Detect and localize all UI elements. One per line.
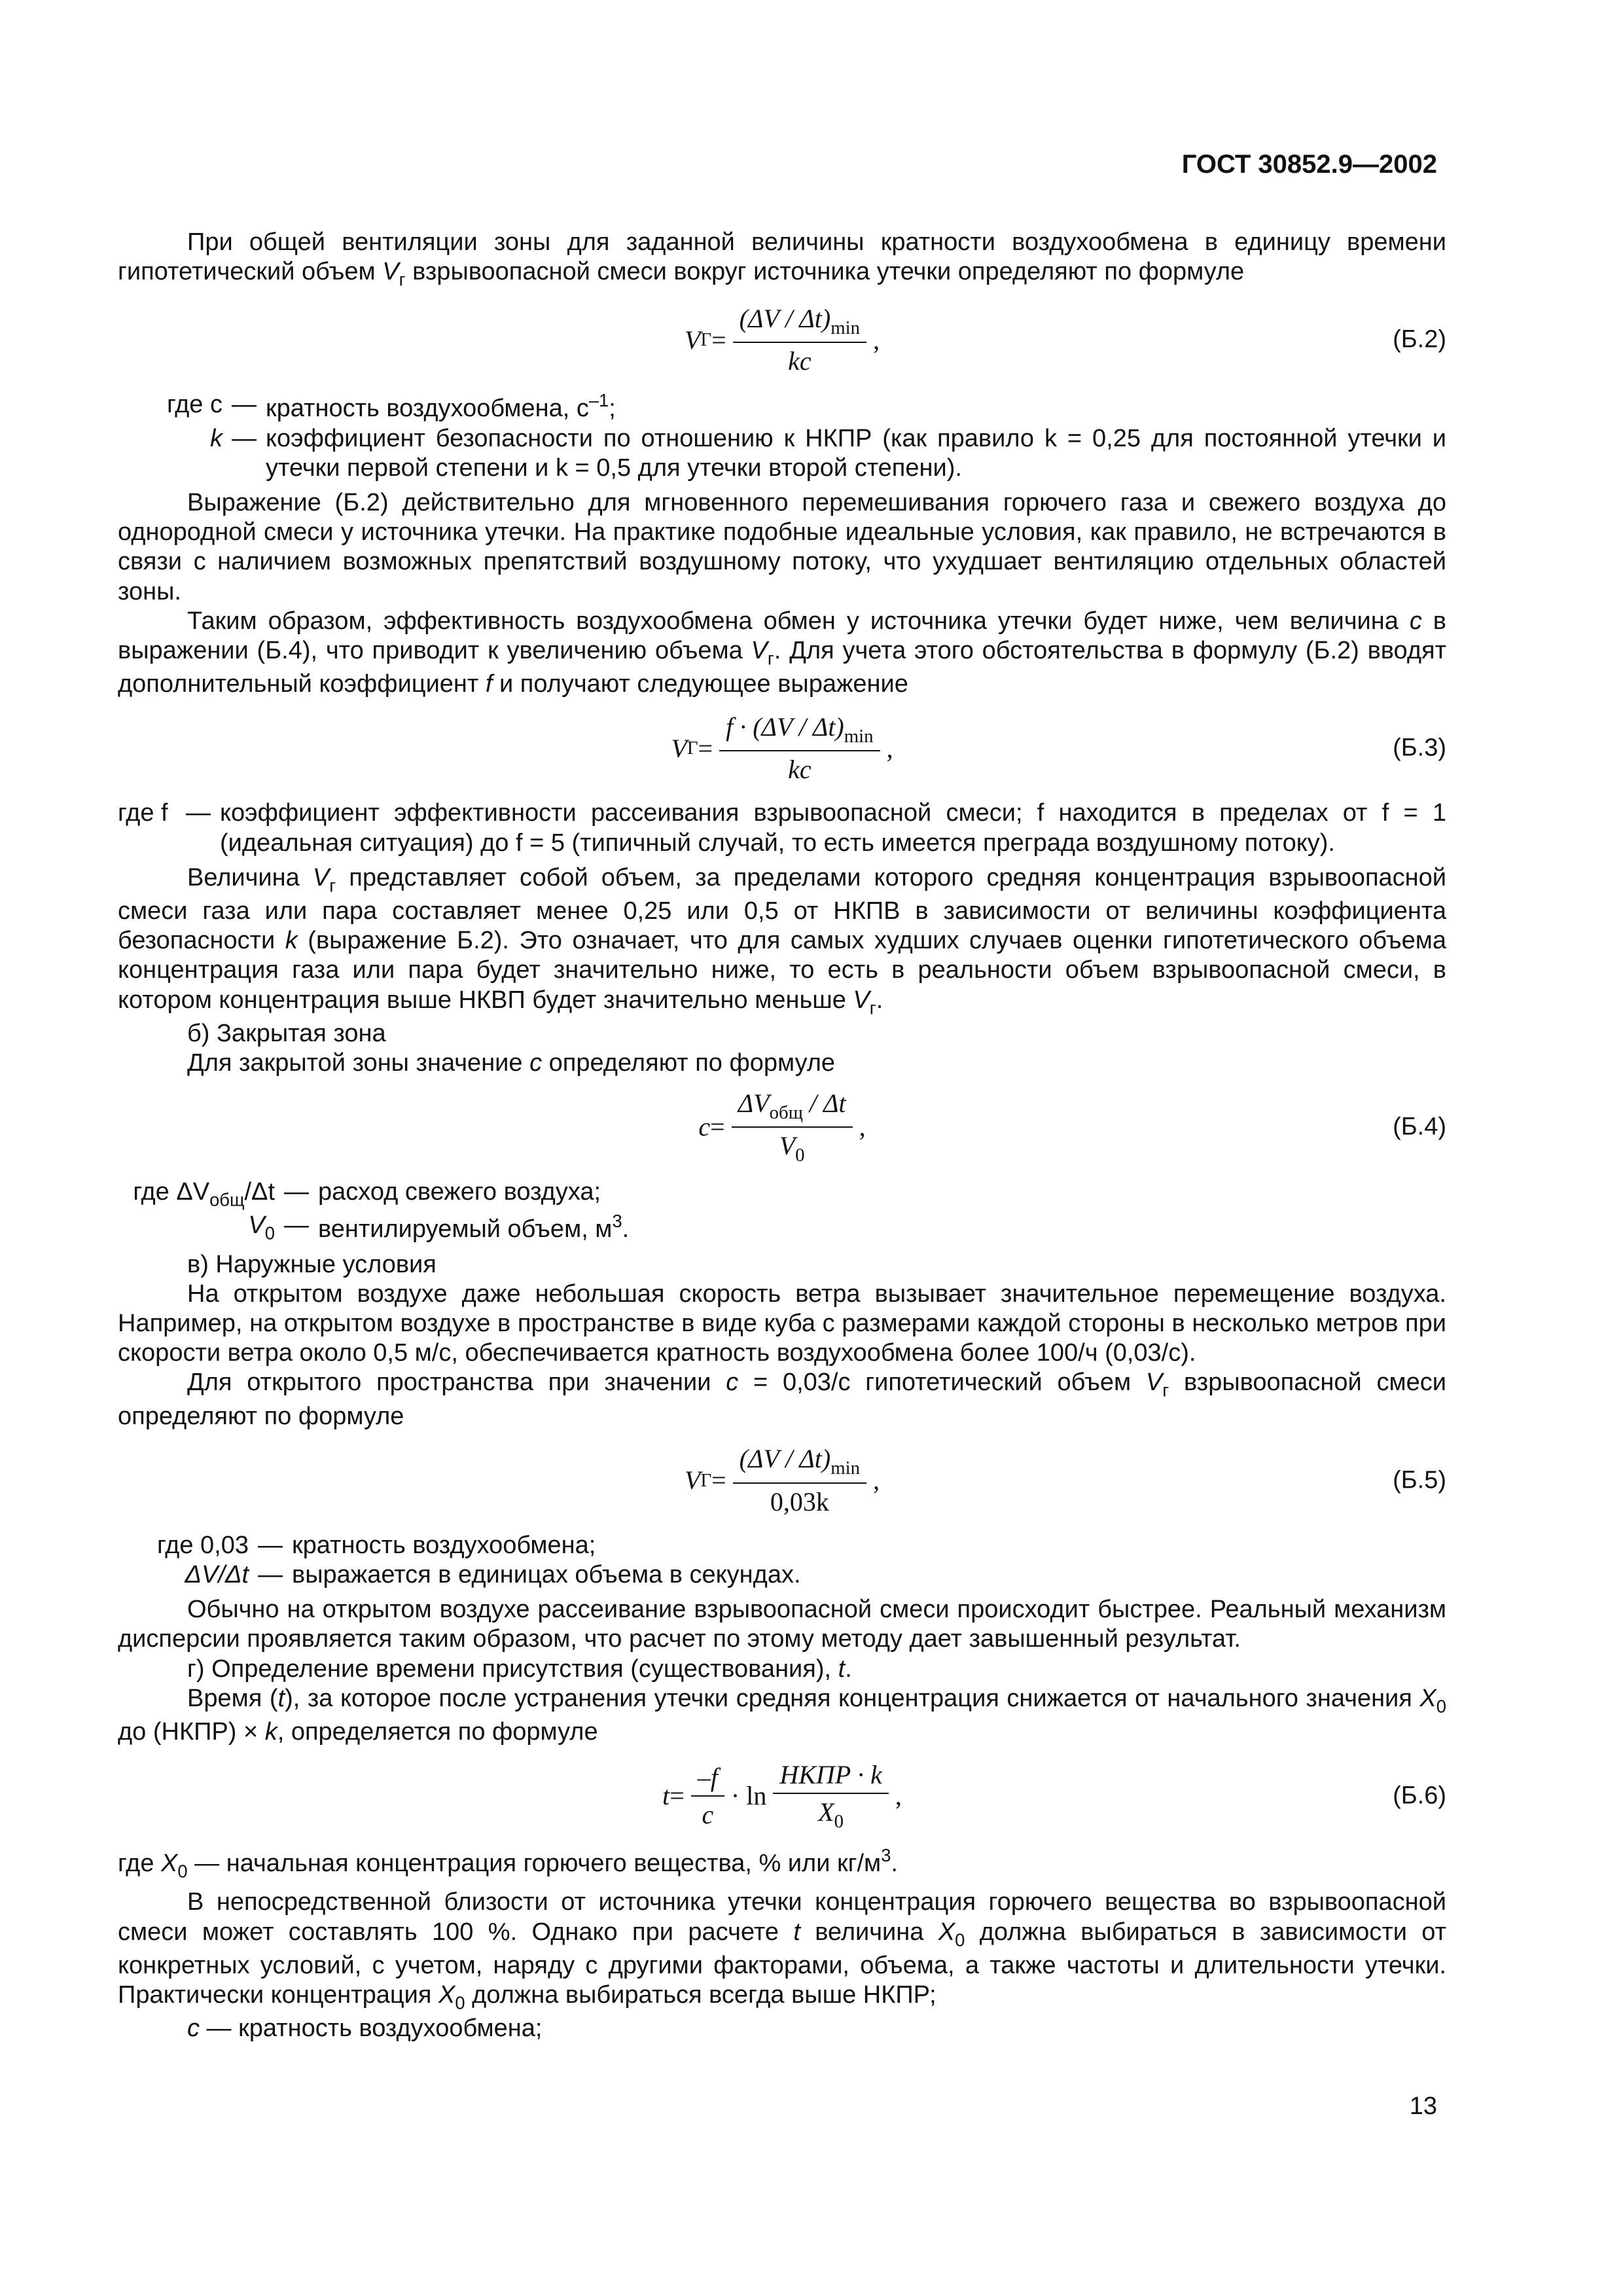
formula-b2: V Г = $\frac{(\Delta V / \Delta t)_{min}}{kc}$ , (Б.2) <box>685 303 1446 376</box>
definition-item: ΔV/Δt — выражается в единицах объема в секундах. <box>185 1561 801 1588</box>
section-heading: б) Закрытая зона <box>187 1019 386 1047</box>
paragraph: Для закрытой зоны значение c определяют по формуле <box>187 1049 836 1077</box>
standard-header: ГОСТ 30852.9—2002 <box>1181 150 1437 179</box>
paragraph: Обычно на открытом воздухе рассеивание взрывоопасной смеси происходит быстрее. Реальный механизм дисперсии проявляется таким образом, что расчет по этому методу дает завышенный результат. <box>118 1596 1446 1653</box>
formula-number: (Б.3) <box>1393 734 1446 762</box>
definitions-b3 <box>118 798 1446 857</box>
paragraph: Выражение (Б.2) действительно для мгновенного перемешивания горючего газа и свежего воздуха до однородной смеси у источника утечки. На практике подобные идеальные условия, как правило, не встречаются в связи с наличием возможных препятствий воздушному потоку, что ухудшает вентиляцию отдельных областей зоны. <box>118 489 1446 605</box>
definition-item: где f — коэффициент эффективности рассеивания взрывоопасной смеси; f находится в пределах от f = 1 (идеальная ситуация) до f = 5 (типичный случай, то есть имеется преграда воздушному потоку). <box>118 799 1446 857</box>
definitions-b2 <box>118 390 1446 483</box>
definition-line: c — кратность воздухообмена; <box>187 2015 543 2043</box>
definition-line: где $X_0$ — начальная концентрация горючего вещества, % или $кг/м^3$. <box>118 1845 898 1882</box>
definition-item: где $\Delta V_{общ}/\Delta t$ — расход свежего воздуха; <box>133 1178 601 1210</box>
definition-item: k — коэффициент безопасности по отношению к НКПР (как правило k = 0,25 для постоянной утечки и утечки первой степени и k = 0,5 для утечки второй степени). <box>210 424 1446 482</box>
formula-b6: t = $\frac{-f}{c}$ · ln $\frac{\text{НКПР · k}}{X_0}$ , (Б.6) <box>662 1759 1446 1833</box>
formula-number: (Б.4) <box>1393 1113 1446 1141</box>
definition-item: где 0,03 — кратность воздухообмена; <box>157 1531 596 1559</box>
paragraph: Величина $V_г$ представляет собой объем, за пределами которого средняя концентрация взрывоопасной смеси газа или пара составляет менее 0,25 или 0,5 от НКПВ в зависимости от величины коэффициента безопасности k (выражение Б.2). Это означает, что для самых худших случаев оценки гипотетического объема концентрация газа или пара будет значительно ниже, то есть в реальности объем взрывоопасной смеси, в котором концентрация выше НКВП будет значительно меньше $V_г$. <box>118 863 1447 1018</box>
formula-number: (Б.2) <box>1393 325 1446 353</box>
formula-b3: V Г = $\frac{f \cdot (\Delta V / \Delta t)_{min}}{kc}$ , (Б.3) <box>671 711 1446 785</box>
paragraph: При общей вентиляции зоны для заданной величины кратности воздухообмена в единицу времени гипотетический объем $V_г$ взрывоопасной смеси вокруг источника утечки определяют по формуле <box>118 228 1446 290</box>
formula-number: (Б.5) <box>1393 1466 1446 1494</box>
paragraph: Таким образом, эффективность воздухообмена обмен у источника утечки будет ниже, чем величина c в выражении (Б.4), что приводит к увеличению объема $V_г$. Для учета этого обстоятельства в формулу (Б.2) вводят дополнительный коэффициент f и получают следующее выражение <box>118 607 1447 698</box>
definition-item: где c — кратность воздухообмена, $с^{-1}$; <box>166 390 616 423</box>
definitions-b5 <box>118 1531 1446 1590</box>
definitions-b4 <box>118 1177 1446 1244</box>
definition-item: $V_0$ — вентилируемый объем, $м^3$. <box>248 1211 630 1244</box>
formula-b5: V Г = $\frac{(\Delta V / \Delta t)_{min}}{0,03k}$ , (Б.5) <box>685 1444 1446 1516</box>
formula-number: (Б.6) <box>1393 1782 1446 1810</box>
paragraph: Время (t), за которое после устранения утечки средняя концентрация снижается от начального значения $X_0$ до (НКПР) × k, определяется по формуле <box>118 1684 1446 1746</box>
section-heading: г) Определение времени присутствия (существования), t. <box>187 1655 852 1683</box>
document-body <box>118 228 1446 2043</box>
formula-b4: c = $\frac{\Delta V_{общ} / \Delta t}{V_0}$ , (Б.4) <box>698 1088 1446 1166</box>
paragraph: В непосредственной близости от источника утечки концентрация горючего вещества во взрывоопасной смеси может составлять 100 %. Однако при расчете t величина $X_0$ должна выбираться в зависимости от конкретных условий, с учетом, наряду с другими факторами, объема, а также частоты и длительности утечки. Практически концентрация $X_0$ должна выбираться всегда выше НКПР; <box>118 1888 1446 2013</box>
paragraph: На открытом воздухе даже небольшая скорость ветра вызывает значительное перемещение воздуха. Например, на открытом воздухе в пространстве в виде куба с размерами каждой стороны в несколько метров при скорости ветра около 0,5 м/с, обеспечивается кратность воздухообмена более 100/ч (0,03/с). <box>118 1280 1446 1367</box>
paragraph: Для открытого пространства при значении c = 0,03/с гипотетический объем $V_г$ взрывоопасной смеси определяют по формуле <box>118 1369 1446 1430</box>
page-number: 13 <box>1409 2092 1437 2120</box>
section-heading: в) Наружные условия <box>187 1250 437 1278</box>
